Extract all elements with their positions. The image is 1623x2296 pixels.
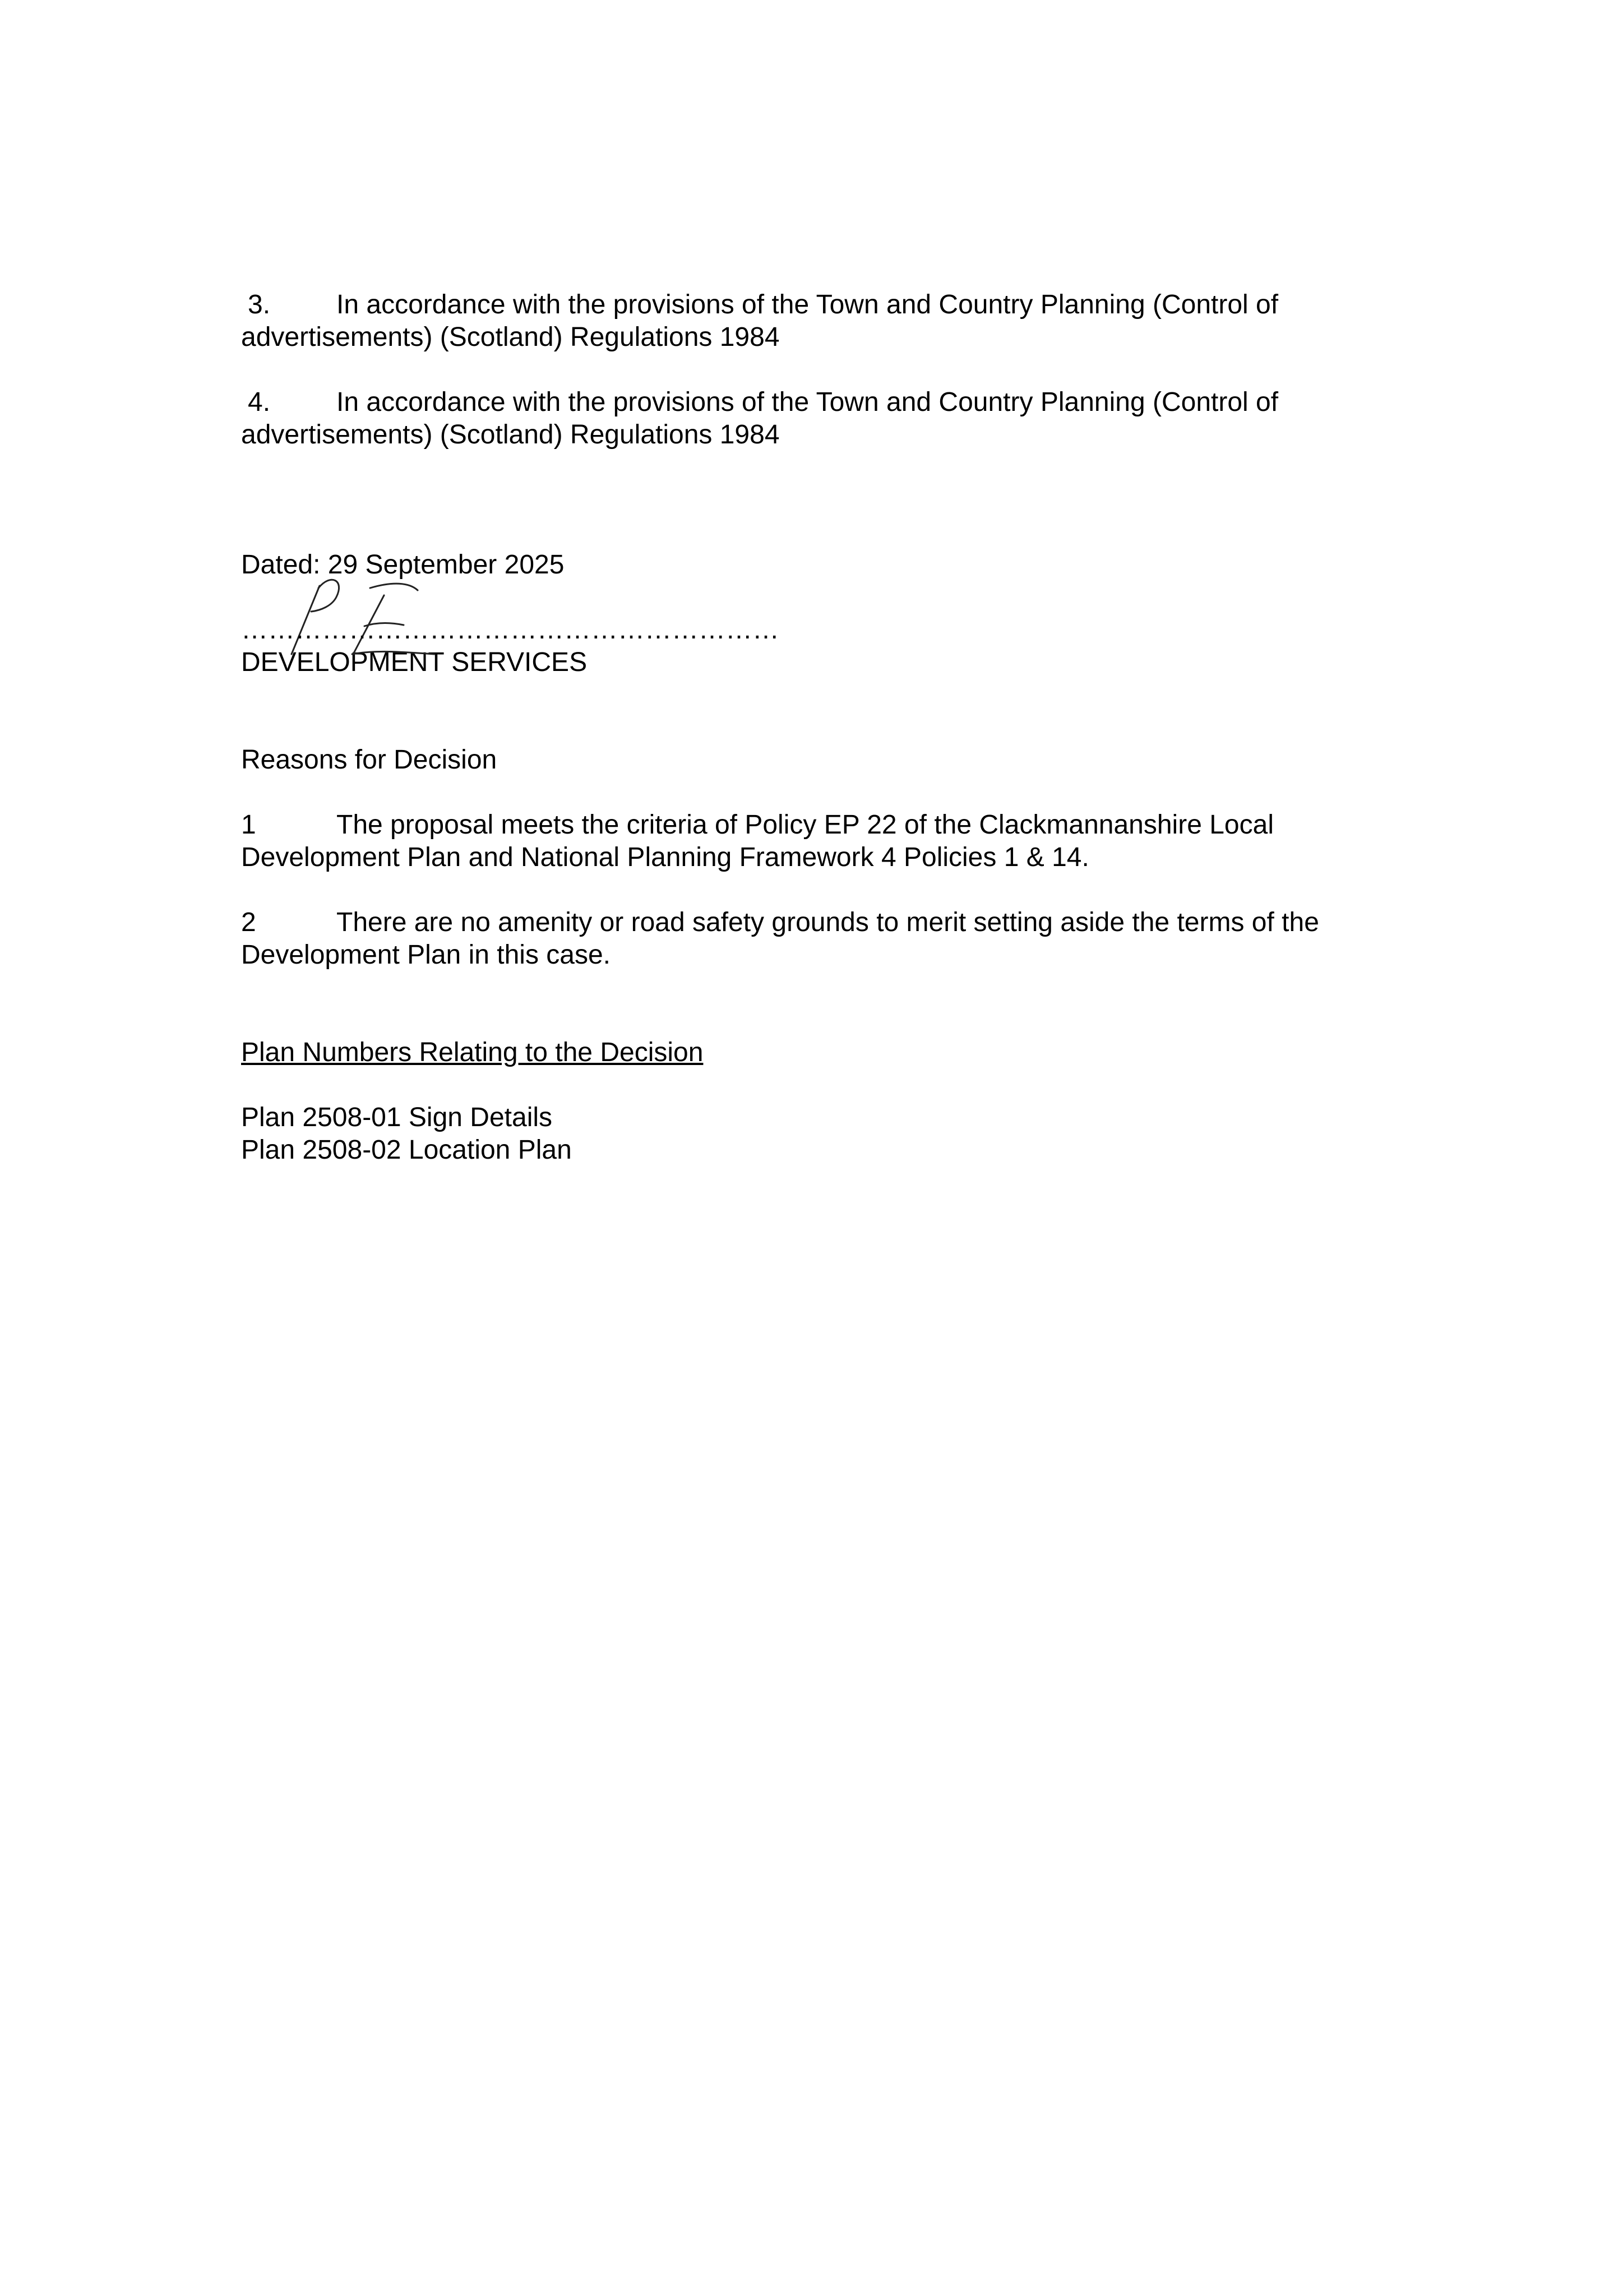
condition-number: 3. xyxy=(248,290,271,320)
document-body xyxy=(241,289,1390,1166)
condition-3 xyxy=(241,289,1390,354)
reason-text: The proposal meets the criteria of Policy EP 22 of the Clackmannanshire Local xyxy=(336,810,1274,840)
reason-text: There are no amenity or road safety grounds to merit setting aside the terms of the xyxy=(336,908,1319,937)
reason-number: 2 xyxy=(241,908,256,937)
reason-text-continued: Development Plan in this case. xyxy=(241,940,611,970)
reason-number: 1 xyxy=(241,810,256,840)
condition-text-continued: advertisements) (Scotland) Regulations 1984 xyxy=(241,322,780,352)
reason-text-continued: Development Plan and National Planning Framework 4 Policies 1 & 14. xyxy=(241,843,1089,872)
condition-text-continued: advertisements) (Scotland) Regulations 1984 xyxy=(241,420,780,450)
plan-item: Plan 2508-02 Location Plan xyxy=(241,1135,572,1165)
signature-block xyxy=(241,581,1390,646)
signatory: DEVELOPMENT SERVICES xyxy=(241,647,588,677)
dated-line: Dated: 29 September 2025 xyxy=(241,550,565,580)
plan-item: Plan 2508-01 Sign Details xyxy=(241,1103,553,1132)
reasons-heading: Reasons for Decision xyxy=(241,745,497,775)
condition-text: In accordance with the provisions of the Town and Country Planning (Control of xyxy=(336,290,1279,320)
signature-line: …………………………………………………… xyxy=(241,615,779,645)
condition-number: 4. xyxy=(248,387,271,417)
reason-2 xyxy=(241,906,1390,971)
condition-4 xyxy=(241,386,1390,451)
condition-text: In accordance with the provisions of the Town and Country Planning (Control of xyxy=(336,387,1279,417)
reason-1 xyxy=(241,809,1390,874)
plans-heading: Plan Numbers Relating to the Decision xyxy=(241,1038,704,1067)
